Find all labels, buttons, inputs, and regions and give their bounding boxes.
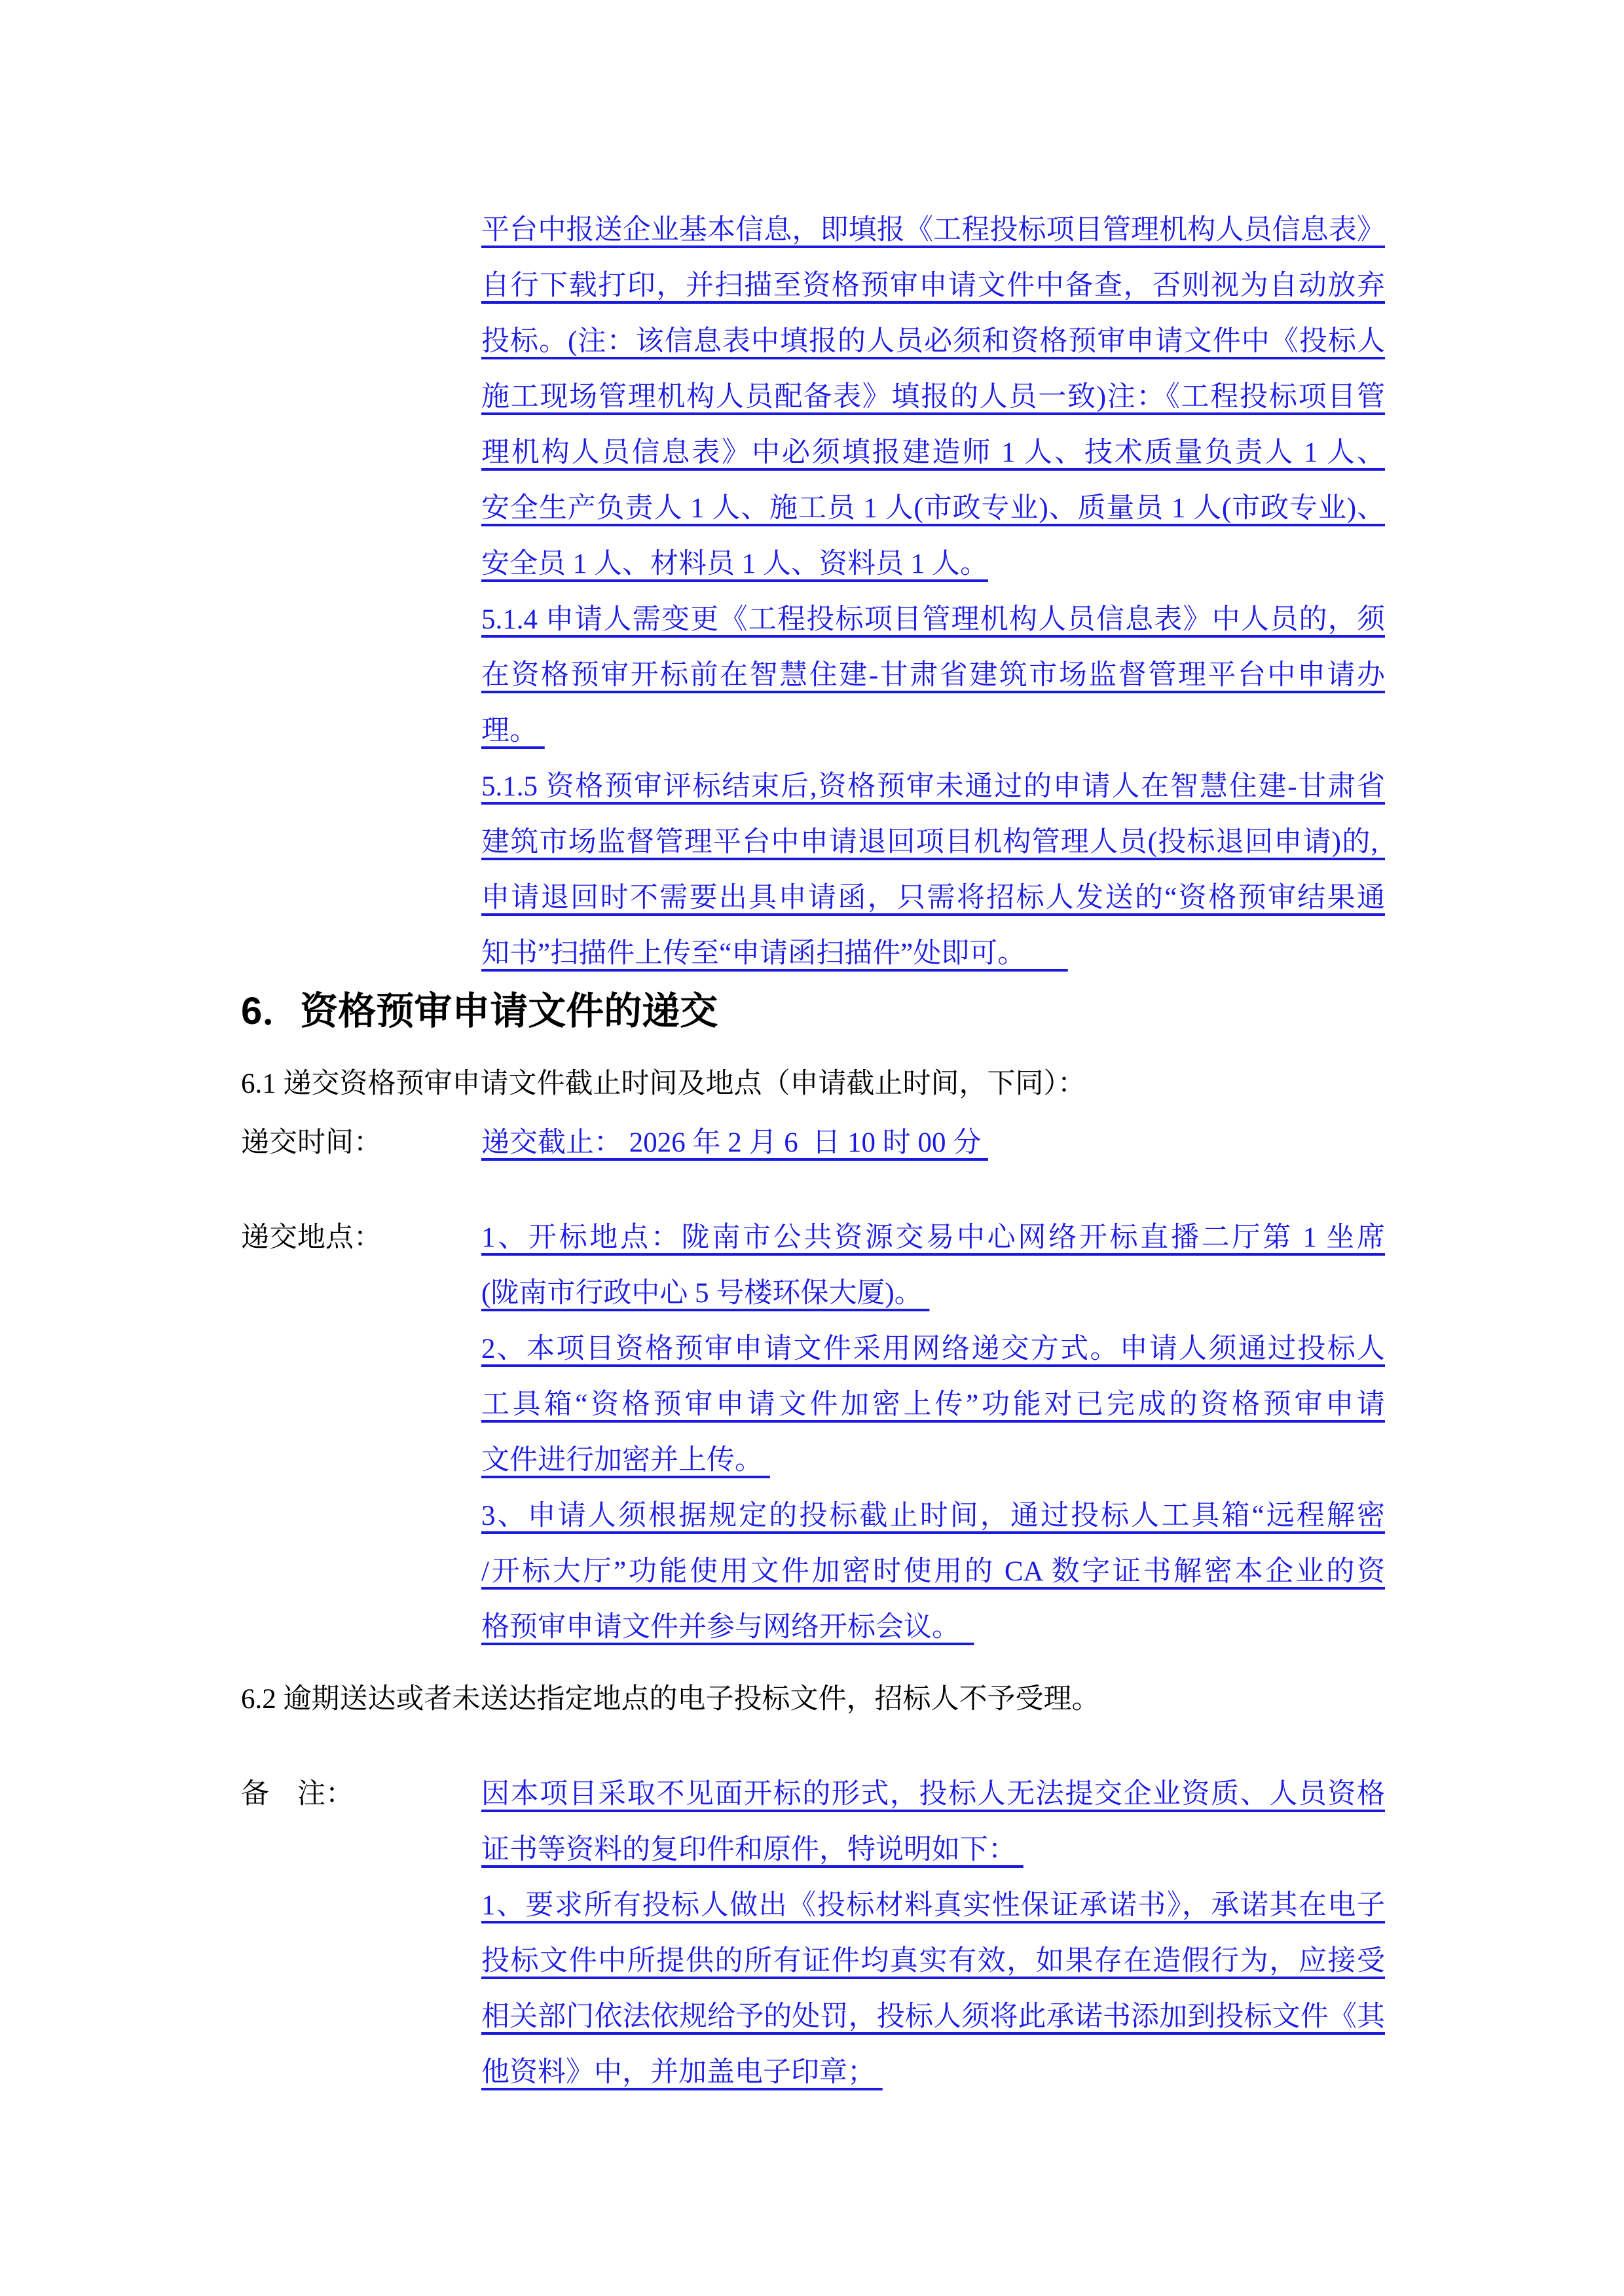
place-line: /开标大厅”功能使用文件加密时使用的 CA 数字证书解密本企业的资	[481, 1556, 1385, 1587]
intro-line: 理机构人员信息表》中必须填报建造师 1 人、技术质量负责人 1 人、	[481, 437, 1385, 468]
intro-line: 投标。(注：该信息表中填报的人员必须和资格预审申请文件中《投标人	[481, 326, 1385, 357]
clause-6-2: 6.2 逾期送达或者未送达指定地点的电子投标文件，招标人不予受理。	[241, 1684, 1100, 1715]
place-line: 1、开标地点：陇南市公共资源交易中心网络开标直播二厅第 1 坐席	[481, 1222, 1385, 1253]
clause-5-1-4-line: 理。	[481, 716, 545, 746]
submission-time-label: 递交时间：	[241, 1127, 382, 1158]
submission-time-row	[241, 1115, 1385, 1171]
note-content	[481, 1766, 1385, 2100]
place-line: 文件进行加密并上传。	[481, 1445, 770, 1476]
place-line: (陇南市行政中心 5 号楼环保大厦)。	[481, 1278, 930, 1309]
clause-5-1-5-line: 知书”扫描件上传至“申请函扫描件”处即可。	[481, 938, 1068, 969]
clause-5-1-4-line: 在资格预审开标前在智慧住建-甘肃省建筑市场监督管理平台中申请办	[481, 660, 1385, 691]
place-line: 工具箱“资格预审申请文件加密上传”功能对已完成的资格预审申请	[481, 1389, 1385, 1420]
intro-line: 安全员 1 人、材料员 1 人、资料员 1 人。	[481, 549, 988, 579]
note-label: 备 注：	[241, 1779, 354, 1810]
note-line: 投标文件中所提供的所有证件均真实有效，如果存在造假行为，应接受	[481, 1946, 1385, 1977]
intro-line: 自行下载打印，并扫描至资格预审申请文件中备查，否则视为自动放弃	[481, 270, 1385, 301]
note-line: 因本项目采取不见面开标的形式，投标人无法提交企业资质、人员资格	[481, 1779, 1385, 1810]
place-line: 2、本项目资格预审申请文件采用网络递交方式。申请人须通过投标人	[481, 1334, 1385, 1364]
clause-5-1-5-line: 建筑市场监督管理平台中申请退回项目机构管理人员(投标退回申请)的,	[481, 827, 1385, 858]
submission-place-row	[241, 1210, 1385, 1655]
intro-line: 平台中报送企业基本信息，即填报《工程投标项目管理机构人员信息表》	[481, 215, 1385, 246]
submission-place-label: 递交地点：	[241, 1222, 382, 1253]
note-line: 1、要求所有投标人做出《投标材料真实性保证承诺书》，承诺其在电子	[481, 1890, 1385, 1921]
place-line: 3、申请人须根据规定的投标截止时间，通过投标人工具箱“远程解密	[481, 1501, 1385, 1531]
note-line: 他资料》中，并加盖电子印章；	[481, 2057, 883, 2088]
submission-time-content	[481, 1115, 1385, 1171]
place-line: 格预审申请文件并参与网络开标会议。	[481, 1612, 974, 1643]
section-6-heading: 6．资格预审申请文件的递交	[241, 990, 718, 1032]
intro-line: 安全生产负责人 1 人、施工员 1 人(市政专业)、质量员 1 人(市政专业)、	[481, 493, 1385, 524]
submission-place-content	[481, 1210, 1385, 1655]
clause-5-1-5-line: 申请退回时不需要出具申请函，只需将招标人发送的“资格预审结果通	[481, 883, 1385, 913]
note-row	[241, 1766, 1385, 2100]
clause-6-1: 6.1 递交资格预审申请文件截止时间及地点（申请截止时间，下同）：	[241, 1068, 1086, 1099]
submission-deadline-value: 递交截止： 2026 年 2 月 6 日 10 时 00 分	[481, 1127, 988, 1158]
note-line: 相关部门依法依规给予的处罚，投标人须将此承诺书添加到投标文件《其	[481, 2001, 1385, 2032]
note-line: 证书等资料的复印件和原件，特说明如下：	[481, 1834, 1024, 1865]
clause-5-1-5-line: 5.1.5 资格预审评标结束后,资格预审未通过的申请人在智慧住建-甘肃省	[481, 771, 1385, 802]
prequalification-clauses-paragraph	[481, 202, 1385, 981]
intro-line: 施工现场管理机构人员配备表》填报的人员一致)注：《工程投标项目管	[481, 382, 1385, 412]
clause-5-1-4-line: 5.1.4 申请人需变更《工程投标项目管理机构人员信息表》中人员的，须	[481, 604, 1385, 635]
